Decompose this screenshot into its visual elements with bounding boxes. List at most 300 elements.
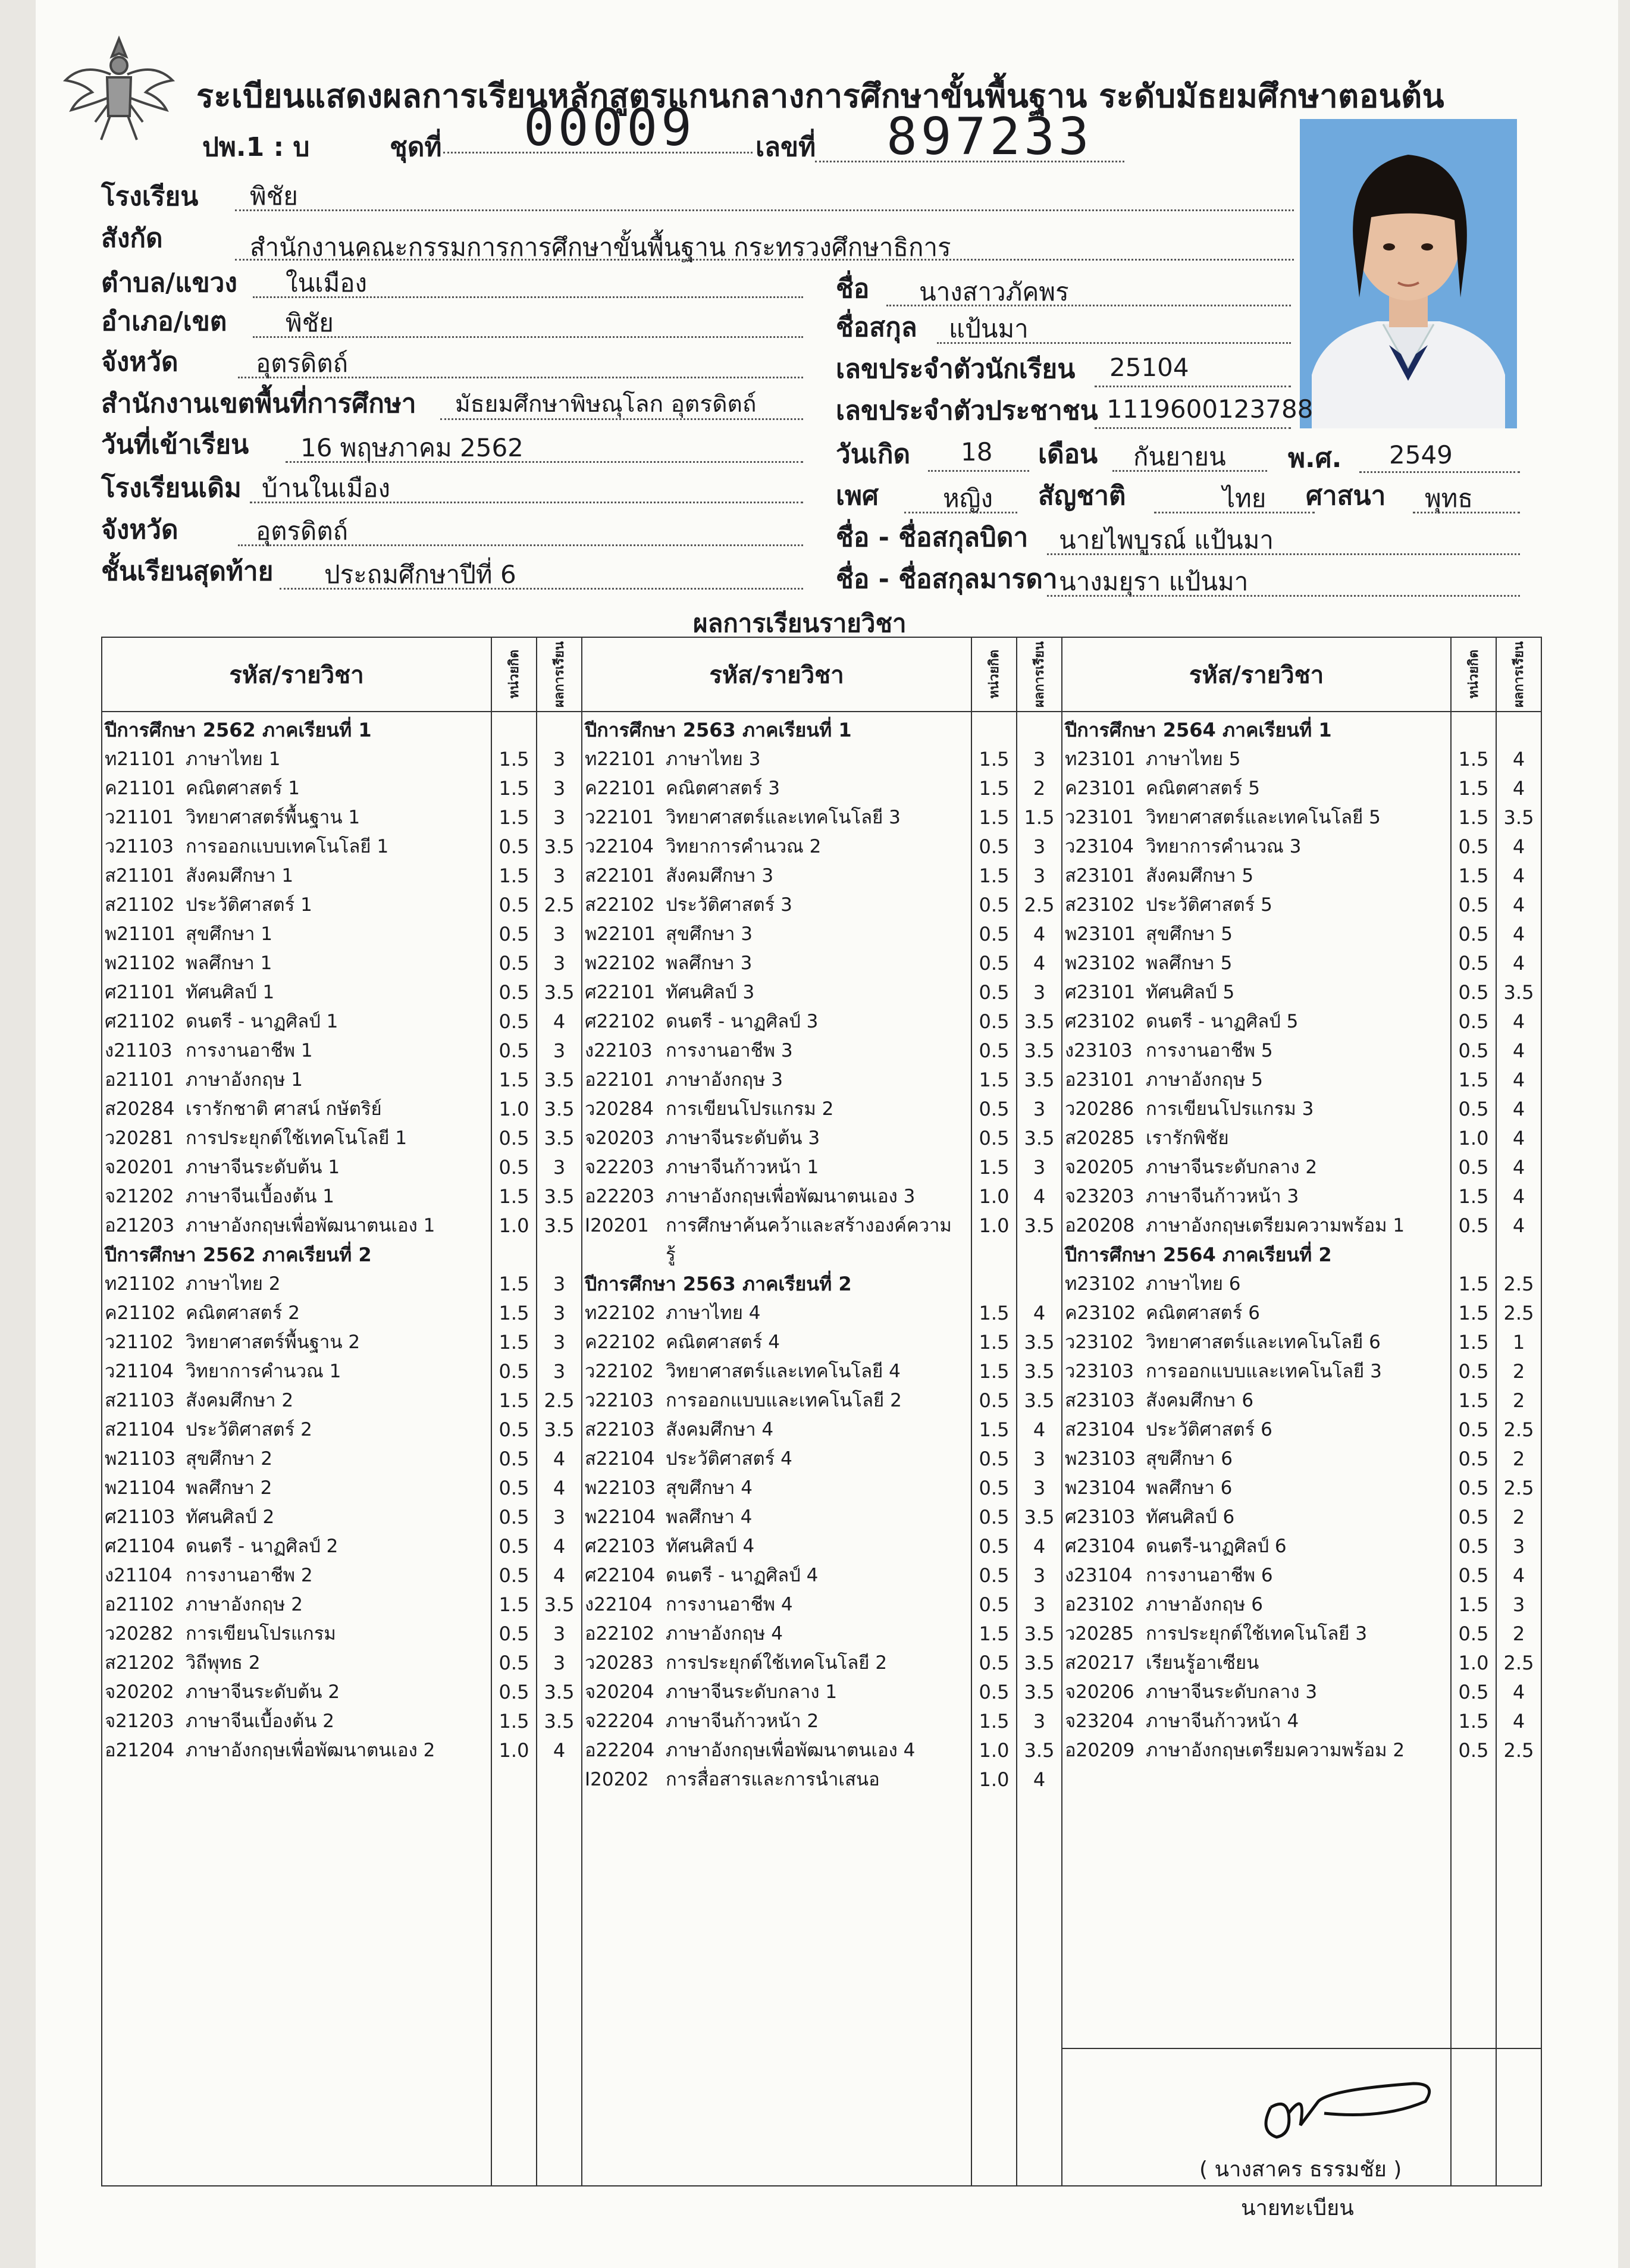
document-title: ระเบียนแสดงผลการเรียนหลักสูตรแกนกลางการศึกษาขั้นพื้นฐาน ระดับมัธยมศึกษาตอนต้น (196, 77, 1445, 115)
table-row (102, 1649, 491, 1678)
district-label: อำเภอ/เขต (101, 306, 227, 337)
grade-value: 4 (1033, 1302, 1046, 1324)
grade-value: 3.5 (544, 1593, 575, 1616)
credit-value: 0.5 (499, 1535, 529, 1558)
subject-code: ว21103 (105, 836, 174, 857)
credit-value: 0.5 (1458, 1418, 1489, 1441)
table-row (1062, 1270, 1450, 1299)
table-row (1062, 1299, 1450, 1328)
subject-name: ภาษาอังกฤษ 2 (186, 1594, 303, 1615)
subject-name: การงานอาชีพ 3 (666, 1040, 793, 1061)
subject-code: ศ23102 (1065, 1011, 1136, 1032)
table-row (102, 1736, 491, 1765)
subject-code: ส22104 (585, 1448, 655, 1470)
credit-value: 1.5 (499, 1331, 529, 1354)
header-credit-1: หน่วยกิต (506, 650, 522, 699)
credit-value: 0.5 (1458, 981, 1489, 1004)
grade-value: 4 (1512, 835, 1525, 858)
subject-name: สุขศึกษา 1 (186, 923, 272, 945)
subject-name: คณิตศาสตร์ 3 (666, 778, 780, 799)
subject-code: พ22103 (585, 1477, 656, 1499)
credit-value: 0.5 (1458, 1360, 1489, 1383)
subject-name: วิทยาศาสตร์และเทคโนโลยี 5 (1146, 807, 1381, 828)
semester-heading-text: ปีการศึกษา 2563 ภาคเรียนที่ 2 (585, 1273, 852, 1295)
table-row (582, 862, 971, 891)
credit-value: 1.5 (1458, 1069, 1489, 1091)
semester-heading (102, 716, 491, 745)
semester-heading (1062, 716, 1450, 745)
student-photo (1300, 119, 1517, 428)
subject-code: ค21102 (105, 1302, 176, 1324)
grade-value: 1.5 (1024, 806, 1055, 829)
table-row (102, 1270, 491, 1299)
grade-value: 3 (553, 952, 566, 975)
grade-value: 2 (1512, 1448, 1525, 1470)
subject-code: จ22204 (585, 1711, 654, 1732)
table-row (102, 1182, 491, 1211)
grade-value: 3 (553, 1039, 566, 1062)
credit-value: 0.5 (1458, 1681, 1489, 1703)
table-row (102, 949, 491, 978)
credit-value: 0.5 (1458, 952, 1489, 975)
subject-name-continuation (582, 1240, 971, 1270)
grade-value: 3 (1033, 981, 1046, 1004)
subject-name: สุขศึกษา 4 (666, 1477, 753, 1499)
subject-code: ว22104 (585, 836, 654, 857)
credit-value: 1.5 (979, 806, 1010, 829)
subject-code: ท21102 (105, 1273, 176, 1295)
subdistrict-label: ตำบล/แขวง (101, 268, 237, 298)
credit-value: 0.5 (499, 981, 529, 1004)
table-row (582, 1415, 971, 1445)
credit-value: 1.0 (979, 1739, 1010, 1762)
table-row (102, 1445, 491, 1474)
grade-value: 1 (1512, 1331, 1525, 1354)
grade-value: 3 (553, 1331, 566, 1354)
table-row (1062, 1124, 1450, 1153)
subject-code: พ22102 (585, 953, 656, 974)
grade-value: 2.5 (1503, 1739, 1534, 1762)
grade-value: 3.5 (1024, 1681, 1055, 1703)
grade-value: 3 (553, 864, 566, 887)
subject-code: ว22102 (585, 1361, 654, 1382)
credit-value: 1.5 (979, 1069, 1010, 1091)
subject-code: ว23102 (1065, 1332, 1134, 1353)
table-row (1062, 1503, 1450, 1532)
grade-value: 4 (553, 1448, 566, 1470)
results-caption: ผลการเรียนรายวิชา (693, 609, 907, 638)
student-id-value: 25104 (1109, 353, 1189, 382)
subject-name: ภาษาจีนระดับต้น 3 (666, 1127, 820, 1149)
credit-value: 0.5 (979, 1098, 1010, 1120)
registrar-name: ( นางสาคร ธรรมชัย ) (1199, 2157, 1402, 2182)
credit-value: 0.5 (499, 1681, 529, 1703)
grade-value: 4 (553, 1739, 566, 1762)
subject-name: ทัศนศิลป์ 5 (1146, 982, 1235, 1003)
table-row (102, 1590, 491, 1619)
subject-code: พ21103 (105, 1448, 176, 1470)
last-grade-label: ชั้นเรียนสุดท้าย (101, 556, 274, 587)
grade-value: 3 (1033, 748, 1046, 770)
grade-value: 3.5 (1024, 1127, 1055, 1149)
grade-value: 3 (1033, 1448, 1046, 1470)
table-row (1062, 803, 1450, 832)
table-row (582, 920, 971, 949)
subject-code: ว20284 (585, 1098, 654, 1120)
grade-value: 4 (1033, 1535, 1046, 1558)
subject-name: พลศึกษา 5 (1146, 953, 1233, 974)
header-grade-1: ผลการเรียน (551, 641, 567, 708)
credit-value: 1.5 (979, 748, 1010, 770)
subject-code: อ21204 (105, 1740, 175, 1761)
grade-value: 3.5 (1024, 1069, 1055, 1091)
credit-value: 1.5 (979, 1331, 1010, 1354)
table-row (1062, 891, 1450, 920)
subject-code: อ20208 (1065, 1215, 1135, 1236)
credit-value: 1.5 (979, 1156, 1010, 1179)
subject-name: คณิตศาสตร์ 5 (1146, 778, 1260, 799)
table-row (102, 832, 491, 862)
religion-label: ศาสนา (1306, 481, 1386, 511)
table-row (1062, 832, 1450, 862)
mother-value: นางมยุรา แป้นมา (1059, 567, 1249, 596)
set-number: 00009 (524, 98, 695, 158)
credit-value: 0.5 (499, 1418, 529, 1441)
subject-name: เรารักพิชัย (1146, 1127, 1229, 1149)
grade-value: 2.5 (1503, 1652, 1534, 1674)
table-row (102, 920, 491, 949)
subject-code: ศ21103 (105, 1506, 175, 1528)
subject-name: ภาษาจีนก้าวหน้า 4 (1146, 1711, 1299, 1732)
subject-code: จ23204 (1065, 1711, 1134, 1732)
grade-value: 2 (1033, 777, 1046, 800)
father-label: ชื่อ - ชื่อสกุลบิดา (836, 522, 1029, 553)
credit-value: 0.5 (1458, 835, 1489, 858)
credit-value: 1.5 (1458, 806, 1489, 829)
grade-value: 4 (1512, 1098, 1525, 1120)
subject-name: การประยุกต์ใช้เทคโนโลยี 3 (1146, 1623, 1368, 1644)
grade-value: 3.5 (1024, 1389, 1055, 1412)
grade-value: 3 (553, 1506, 566, 1528)
header-grade-3: ผลการเรียน (1511, 641, 1526, 708)
subject-name: วิทยาศาสตร์และเทคโนโลยี 3 (666, 807, 901, 828)
table-row (102, 1503, 491, 1532)
grade-value: 3 (1033, 1098, 1046, 1120)
subject-code: ส22101 (585, 865, 655, 886)
prev-province-value: อุตรดิตถ์ (256, 516, 349, 546)
subject-name: วิทยาการคำนวณ 2 (666, 836, 822, 857)
grade-value: 4 (553, 1477, 566, 1499)
table-row (582, 1095, 971, 1124)
table-row (102, 862, 491, 891)
subject-name: การประยุกต์ใช้เทคโนโลยี 2 (666, 1652, 888, 1674)
grade-value: 3.5 (544, 1681, 575, 1703)
subject-name: พลศึกษา 2 (186, 1477, 272, 1499)
subject-code: อ20209 (1065, 1740, 1135, 1761)
credit-value: 1.0 (979, 1214, 1010, 1237)
table-row (102, 1066, 491, 1095)
credit-value: 0.5 (499, 1448, 529, 1470)
subject-code: จ20201 (105, 1157, 174, 1178)
credit-value: 1.5 (1458, 1331, 1489, 1354)
table-row (582, 1736, 971, 1765)
subject-name: ภาษาไทย 4 (666, 1302, 761, 1324)
credit-value: 1.5 (1458, 1593, 1489, 1616)
subject-code: I20202 (585, 1769, 649, 1790)
subject-name: สังคมศึกษา 5 (1146, 865, 1254, 886)
grade-value: 2.5 (1503, 1273, 1534, 1295)
table-row (1062, 1619, 1450, 1649)
subject-code: อ22204 (585, 1740, 655, 1761)
area-office-value: มัธยมศึกษาพิษณุโลก อุตรดิตถ์ (455, 391, 757, 418)
mother-label: ชื่อ - ชื่อสกุลมารดา (836, 564, 1058, 594)
subject-name: วิทยาศาสตร์พื้นฐาน 1 (186, 807, 361, 828)
subject-code: พ22104 (585, 1506, 656, 1528)
table-row (1062, 1561, 1450, 1590)
semester-heading-text: ปีการศึกษา 2563 ภาคเรียนที่ 1 (585, 719, 852, 741)
subject-code: ศ23104 (1065, 1536, 1136, 1557)
subject-name: ประวัติศาสตร์ 5 (1146, 894, 1272, 916)
subject-code: ท21101 (105, 748, 176, 770)
grade-value: 3.5 (544, 1214, 575, 1237)
header-credit-2: หน่วยกิต (986, 650, 1002, 699)
table-row (1062, 1649, 1450, 1678)
credit-value: 1.5 (979, 1360, 1010, 1383)
credit-value: 0.5 (979, 952, 1010, 975)
table-row (582, 1590, 971, 1619)
table-row (102, 1561, 491, 1590)
grade-value: 2 (1512, 1622, 1525, 1645)
grade-value: 3 (553, 777, 566, 800)
credit-value: 0.5 (499, 952, 529, 975)
grade-value: 3 (1033, 1564, 1046, 1587)
subject-name: ภาษาจีนเบื้องต้น 2 (186, 1711, 334, 1732)
credit-value: 0.5 (499, 1622, 529, 1645)
grade-value: 3.5 (1503, 981, 1534, 1004)
credit-value: 1.0 (499, 1098, 529, 1120)
credit-value: 1.5 (1458, 1185, 1489, 1208)
table-row (1062, 1095, 1450, 1124)
grade-value: 4 (1512, 894, 1525, 916)
subject-code: ศ23103 (1065, 1506, 1136, 1528)
subject-name: การออกแบบเทคโนโลยี 1 (186, 836, 389, 857)
grade-value: 2 (1512, 1506, 1525, 1528)
credit-value: 0.5 (979, 835, 1010, 858)
affiliation-label: สังกัด (101, 223, 163, 253)
subject-name: การงานอาชีพ 6 (1146, 1565, 1273, 1586)
grade-value: 4 (1512, 1214, 1525, 1237)
credit-value: 0.5 (979, 1652, 1010, 1674)
table-row (102, 891, 491, 920)
credit-value: 0.5 (1458, 1214, 1489, 1237)
subject-code: ท22102 (585, 1302, 656, 1324)
subject-code: จ20205 (1065, 1157, 1134, 1178)
subject-code: ง23103 (1065, 1040, 1133, 1061)
table-row (582, 1328, 971, 1357)
table-row (1062, 1707, 1450, 1736)
subject-name: ดนตรี - นาฏศิลป์ 4 (666, 1565, 819, 1586)
grade-value: 3 (1512, 1535, 1525, 1558)
subject-code: จ20204 (585, 1681, 654, 1703)
subject-name: ภาษาไทย 3 (666, 748, 761, 770)
subject-name: การสื่อสารและการนำเสนอ (666, 1769, 880, 1790)
nationality-value: ไทย (1222, 484, 1267, 513)
subject-name: ภาษาอังกฤษ 6 (1146, 1594, 1263, 1615)
credit-value: 0.5 (1458, 1039, 1489, 1062)
results-table (101, 637, 1542, 2220)
subject-code: อ23101 (1065, 1069, 1135, 1091)
semester-heading (582, 716, 971, 745)
grade-value: 2 (1512, 1360, 1525, 1383)
subject-name: สุขศึกษา 5 (1146, 923, 1233, 945)
subject-code: อ22102 (585, 1623, 655, 1644)
citizen-id-value: 1119600123788 (1106, 394, 1314, 424)
subject-name: ประวัติศาสตร์ 1 (186, 894, 312, 916)
subject-name: การเขียนโปรแกรม (186, 1623, 336, 1644)
credit-value: 1.5 (499, 1273, 529, 1295)
subject-name: การงานอาชีพ 4 (666, 1594, 793, 1615)
grade-column-1 (537, 712, 582, 2186)
subject-name: การงานอาชีพ 5 (1146, 1040, 1273, 1061)
grade-value: 4 (1512, 864, 1525, 887)
subject-code: จ22203 (585, 1157, 654, 1178)
subject-name: วิทยาศาสตร์และเทคโนโลยี 6 (1146, 1332, 1381, 1353)
affiliation-value: สำนักงานคณะกรรมการการศึกษาขั้นพื้นฐาน กระทรวงศึกษาธิการ (250, 233, 951, 262)
credit-value: 0.5 (1458, 1010, 1489, 1033)
table-row (582, 1007, 971, 1036)
subject-code: ว23101 (1065, 807, 1134, 828)
credit-value: 1.0 (979, 1768, 1010, 1791)
grade-value: 3.5 (544, 1710, 575, 1733)
subject-code: ศ21102 (105, 1011, 175, 1032)
table-row (102, 1299, 491, 1328)
credit-value: 1.5 (499, 806, 529, 829)
subject-name: เรารักชาติ ศาสน์ กษัตริย์ (186, 1098, 382, 1120)
credit-value: 0.5 (979, 894, 1010, 916)
subject-name: วิทยาการคำนวณ 3 (1146, 836, 1302, 857)
subject-name: การศึกษาค้นคว้าและสร้างองค์ความ (666, 1215, 952, 1236)
subject-name: การออกแบบและเทคโนโลยี 3 (1146, 1361, 1382, 1382)
table-row (582, 1036, 971, 1066)
subject-code: ศ21104 (105, 1536, 175, 1557)
entry-date-label: วันที่เข้าเรียน (101, 430, 249, 460)
grade-value: 4 (553, 1564, 566, 1587)
subject-name: สังคมศึกษา 2 (186, 1390, 294, 1411)
number-label: เลขที่ (756, 132, 816, 162)
subject-code: ส20285 (1065, 1127, 1135, 1149)
grade-value: 4 (1033, 1418, 1046, 1441)
grade-value: 4 (1033, 923, 1046, 945)
subject-name: คณิตศาสตร์ 1 (186, 778, 300, 799)
nationality-label: สัญชาติ (1038, 481, 1126, 511)
subject-name: สังคมศึกษา 1 (186, 865, 294, 886)
grade-value: 3.5 (544, 1098, 575, 1120)
subject-code: ส21104 (105, 1419, 175, 1440)
credit-value: 1.5 (979, 1710, 1010, 1733)
subject-code: อ23102 (1065, 1594, 1135, 1615)
subject-code: ค22102 (585, 1332, 656, 1353)
credit-value: 0.5 (1458, 1156, 1489, 1179)
table-row (1062, 1532, 1450, 1561)
subject-code: พ23101 (1065, 923, 1136, 945)
table-row (1062, 1474, 1450, 1503)
credit-value: 0.5 (499, 1039, 529, 1062)
credit-value: 0.5 (499, 1127, 529, 1149)
subject-code: ศ22102 (585, 1011, 656, 1032)
credit-value: 0.5 (979, 1010, 1010, 1033)
table-row (1062, 1153, 1450, 1182)
table-row (1062, 1066, 1450, 1095)
semester-heading-text: ปีการศึกษา 2562 ภาคเรียนที่ 1 (105, 719, 372, 741)
subject-code: จ20202 (105, 1681, 174, 1703)
table-row (582, 803, 971, 832)
table-row (1062, 1357, 1450, 1386)
school-label: โรงเรียน (101, 181, 199, 212)
student-surname-value: แป้นมา (949, 314, 1029, 343)
subject-code: ค21101 (105, 778, 176, 799)
subject-name: สุขศึกษา 3 (666, 923, 753, 945)
credit-value: 1.5 (979, 864, 1010, 887)
grade-value: 3 (553, 1302, 566, 1324)
table-row (582, 1357, 971, 1386)
subject-code: อ21101 (105, 1069, 175, 1091)
subject-name: วิถีพุทธ 2 (186, 1652, 261, 1674)
subject-name: ดนตรี - นาฏศิลป์ 5 (1146, 1011, 1299, 1032)
subject-code: อ21203 (105, 1215, 175, 1236)
table-row (1062, 949, 1450, 978)
header-credit-3: หน่วยกิต (1466, 650, 1481, 699)
table-row (102, 1328, 491, 1357)
prev-school-value: บ้านในเมือง (262, 474, 390, 503)
grade-value: 3 (553, 748, 566, 770)
subject-code: พ21102 (105, 953, 176, 974)
grade-value: 3 (553, 806, 566, 829)
table-row (102, 1386, 491, 1415)
subject-name: ประวัติศาสตร์ 3 (666, 894, 792, 916)
grade-value: 3 (553, 1273, 566, 1295)
credit-value: 0.5 (499, 1010, 529, 1033)
subject-name: ประวัติศาสตร์ 4 (666, 1448, 792, 1470)
table-row (582, 978, 971, 1007)
subject-code: ศ22103 (585, 1536, 656, 1557)
registrar-title: นายทะเบียน (1241, 2196, 1354, 2220)
subject-code: ศ21101 (105, 982, 175, 1003)
credit-value: 0.5 (499, 894, 529, 916)
subject-code: ง22103 (585, 1040, 653, 1061)
birth-year-value: 2549 (1389, 440, 1453, 469)
subject-name: วิทยาการคำนวณ 1 (186, 1361, 341, 1382)
subject-code: จ23203 (1065, 1186, 1134, 1207)
subject-code: ส21103 (105, 1390, 175, 1411)
table-row (102, 1036, 491, 1066)
subject-name: คณิตศาสตร์ 6 (1146, 1302, 1260, 1324)
table-row (102, 1678, 491, 1707)
subject-code: ว21102 (105, 1332, 174, 1353)
subject-code: จ21202 (105, 1186, 174, 1207)
subject-code: ว20283 (585, 1652, 654, 1674)
credit-value: 0.5 (979, 1593, 1010, 1616)
credit-value: 0.5 (1458, 1622, 1489, 1645)
grade-value: 4 (1512, 1069, 1525, 1091)
set-label: ชุดที่ (390, 132, 442, 162)
table-row (1062, 1590, 1450, 1619)
subject-code: ศ22101 (585, 982, 656, 1003)
grade-value: 3 (1033, 1156, 1046, 1179)
subject-code: ส23104 (1065, 1419, 1135, 1440)
last-grade-value: ประถมศึกษาปีที่ 6 (324, 560, 516, 589)
credit-value: 0.5 (1458, 1564, 1489, 1587)
subject-code: ค23101 (1065, 778, 1136, 799)
